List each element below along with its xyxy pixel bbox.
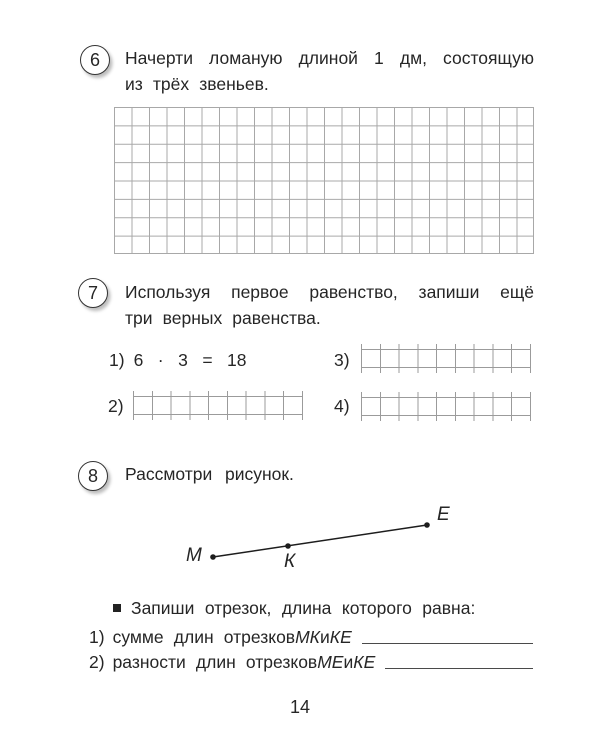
task8-number: 8 <box>87 466 98 486</box>
subtask-item1-segment-a: МК <box>295 627 321 647</box>
subtask-item1 <box>89 626 533 648</box>
subtask-item2-label: 2) <box>89 652 105 672</box>
point-K-dot <box>285 543 291 549</box>
task7-item2-label: 2) <box>108 396 124 416</box>
task7-item1 <box>109 349 247 371</box>
subtask-item2-segment-b: КЕ <box>353 652 376 672</box>
task7-item1-label: 1) <box>109 350 125 370</box>
subtask-item2-segment-a: МЕ <box>317 652 344 672</box>
subtask-item1-label: 1) <box>89 627 105 647</box>
subtask-intro-text: Запиши отрезок, длина которого равна: <box>131 598 476 618</box>
task7-instruction-line1: Используя первое равенство, запиши ещё <box>125 282 534 302</box>
task6-grid-paper[interactable] <box>114 107 534 254</box>
point-K-label: К <box>284 551 296 572</box>
task7-item1-equation: 6 · 3 = 18 <box>133 350 247 370</box>
task7-item2 <box>108 395 133 417</box>
task6-instruction <box>125 45 534 97</box>
task7-item3 <box>334 349 359 371</box>
task7-instruction <box>125 279 534 331</box>
task6-instruction-line1: Начерти ломаную длиной 1 дм, состоящую <box>125 48 534 68</box>
subtask-item2-text: разности длин отрезков <box>112 652 318 672</box>
subtask-item1-answer-blank[interactable] <box>362 626 533 644</box>
task7-item4-label: 4) <box>334 396 350 416</box>
task7-number: 7 <box>87 283 98 303</box>
point-M-dot <box>210 554 216 560</box>
page-number: 14 <box>289 697 311 717</box>
task7-item3-label: 3) <box>334 350 350 370</box>
point-E-dot <box>424 522 430 528</box>
point-E-label: Е <box>437 504 450 525</box>
segment-line-ME <box>213 525 427 557</box>
task8-instruction: Рассмотри рисунок. <box>125 464 294 484</box>
subtask-item1-conj: и <box>320 627 330 647</box>
task6-instruction-line2: из трёх звеньев. <box>125 74 269 94</box>
task7-item4 <box>334 395 359 417</box>
task7-item3-answer-strip[interactable] <box>361 344 531 373</box>
subtask-intro-row <box>113 598 475 618</box>
task6-number: 6 <box>89 50 100 70</box>
subtask-item1-segment-b: КЕ <box>329 627 352 647</box>
subtask-item2-answer-blank[interactable] <box>385 651 533 669</box>
bullet-square-icon <box>113 604 121 612</box>
task7-item2-answer-strip[interactable] <box>133 391 303 420</box>
point-M-label: М <box>186 545 202 566</box>
task7-number-badge <box>78 278 108 308</box>
task8-number-badge <box>78 461 108 491</box>
subtask-item2 <box>89 651 533 673</box>
task7-item4-answer-strip[interactable] <box>361 392 531 421</box>
task7-instruction-line2: три верных равенства. <box>125 308 321 328</box>
subtask-item1-text: сумме длин отрезков <box>112 627 296 647</box>
subtask-item2-conj: и <box>343 652 354 672</box>
task6-number-badge <box>80 45 110 75</box>
